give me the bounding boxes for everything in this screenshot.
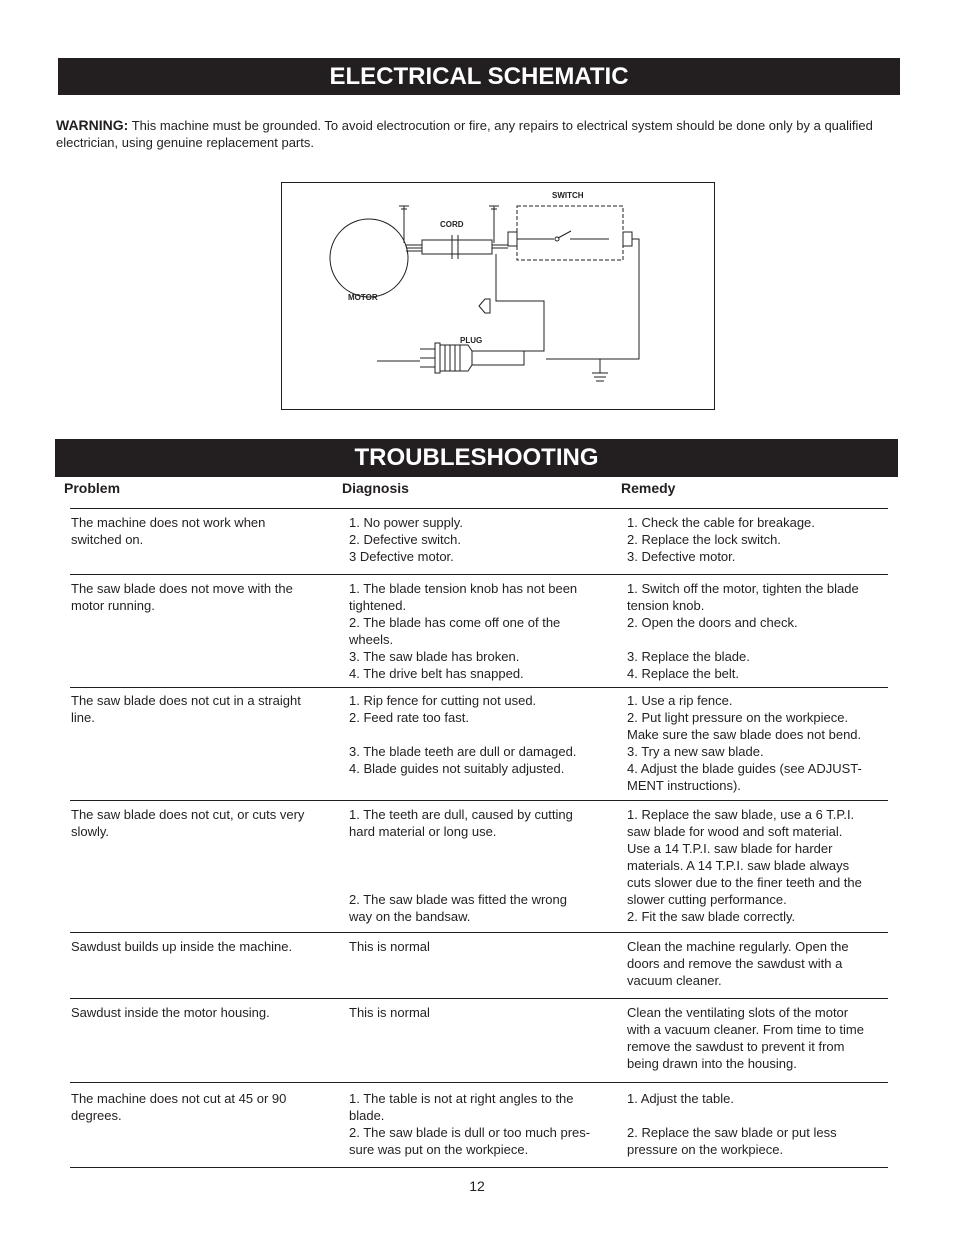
page-number: 12 — [469, 1178, 485, 1194]
diagnosis-cell: 1. No power supply. 2. Defective switch. 3 Defective motor. — [349, 515, 463, 564]
switch-terminal-right — [623, 232, 632, 246]
table-rule — [70, 1082, 888, 1083]
table-rule — [70, 998, 888, 999]
problem-column-header: Problem — [64, 480, 121, 496]
remedy-cell: 1. Replace the saw blade, use a 6 T.P.I. saw blade for wood and soft material. Use a 14 T.P.I. saw blade for harder materials. A 14 T.P.I. saw blade always cuts slower due to the finer teeth and the slower cutting performance. 2. Fit the saw blade correctly. — [627, 807, 862, 924]
problem-cell: The saw blade does not cut in a straight line. — [71, 693, 301, 725]
motor-label: MOTOR — [348, 293, 378, 302]
remedy-cell: Clean the ventilating slots of the motor with a vacuum cleaner. From time to time remove the sawdust to prevent it from being drawn into the housing. — [627, 1005, 864, 1071]
diagnosis-cell: 1. The table is not at right angles to the blade. 2. The saw blade is dull or too much pres- sure was put on the workpiece. — [349, 1091, 591, 1157]
switch-box — [517, 206, 623, 260]
table-rule — [70, 932, 888, 933]
cord-label: CORD — [440, 220, 464, 229]
remedy-cell: 1. Switch off the motor, tighten the blade tension knob. 2. Open the doors and check. 3. Replace the blade. 4. Replace the belt. — [627, 581, 859, 681]
warning-text: This machine must be grounded. To avoid electrocution or fire, any repairs to electrical system should be done only by a qualified electrician, using genuine replacement parts. — [56, 118, 873, 150]
diagnosis-cell: 1. Rip fence for cutting not used. 2. Feed rate too fast. 3. The blade teeth are dull or damaged. 4. Blade guides not suitably adjusted. — [349, 693, 577, 776]
switch-label: SWITCH — [552, 191, 584, 200]
diagnosis-cell: 1. The blade tension knob has not been tightened. 2. The blade has come off one of the wheels. 3. The saw blade has broken. 4. The drive belt has snapped. — [349, 581, 578, 681]
remedy-cell: 1. Adjust the table. 2. Replace the saw blade or put less pressure on the workpiece. — [627, 1091, 837, 1157]
problem-cell: The machine does not cut at 45 or 90 degrees. — [71, 1091, 287, 1123]
troubleshooting-heading: TROUBLESHOOTING — [55, 439, 898, 477]
table-rule — [70, 1167, 888, 1168]
electrical-schematic-heading: ELECTRICAL SCHEMATIC — [58, 58, 900, 95]
remedy-cell: Clean the machine regularly. Open the doors and remove the sawdust with a vacuum cleaner. — [627, 939, 849, 988]
remedy-cell: 1. Check the cable for breakage. 2. Replace the lock switch. 3. Defective motor. — [627, 515, 815, 564]
diagnosis-cell: 1. The teeth are dull, caused by cutting hard material or long use. 2. The saw blade was fitted the wrong way on the bandsaw. — [349, 807, 573, 924]
problem-cell: Sawdust inside the motor housing. — [71, 1005, 270, 1020]
diagnosis-column-header: Diagnosis — [342, 480, 409, 496]
remedy-cell: 1. Use a rip fence. 2. Put light pressure on the workpiece. Make sure the saw blade does not bend. 3. Try a new saw blade. 4. Adjust the blade guides (see ADJUST- MENT instructions). — [627, 693, 862, 793]
table-rule — [70, 800, 888, 801]
plug-symbol — [435, 343, 440, 373]
plug-label: PLUG — [460, 336, 483, 345]
motor-symbol — [330, 219, 408, 297]
problem-cell: The saw blade does not move with the motor running. — [71, 581, 293, 613]
table-rule — [70, 687, 888, 688]
warning-paragraph — [56, 117, 896, 151]
problem-cell: The machine does not work when switched on. — [71, 515, 266, 547]
problem-cell: The saw blade does not cut, or cuts very slowly. — [71, 807, 305, 839]
wiring-diagram — [281, 182, 715, 410]
switch-terminal-left — [508, 232, 517, 246]
diagnosis-cell: This is normal — [349, 1005, 430, 1020]
wiring-diagram-drawing — [282, 183, 714, 409]
cord-symbol — [422, 240, 492, 254]
warning-label: WARNING: — [56, 117, 129, 133]
problem-cell: Sawdust builds up inside the machine. — [71, 939, 293, 954]
table-rule — [70, 574, 888, 575]
diagnosis-cell: This is normal — [349, 939, 430, 954]
remedy-column-header: Remedy — [621, 480, 676, 496]
table-rule — [70, 508, 888, 509]
